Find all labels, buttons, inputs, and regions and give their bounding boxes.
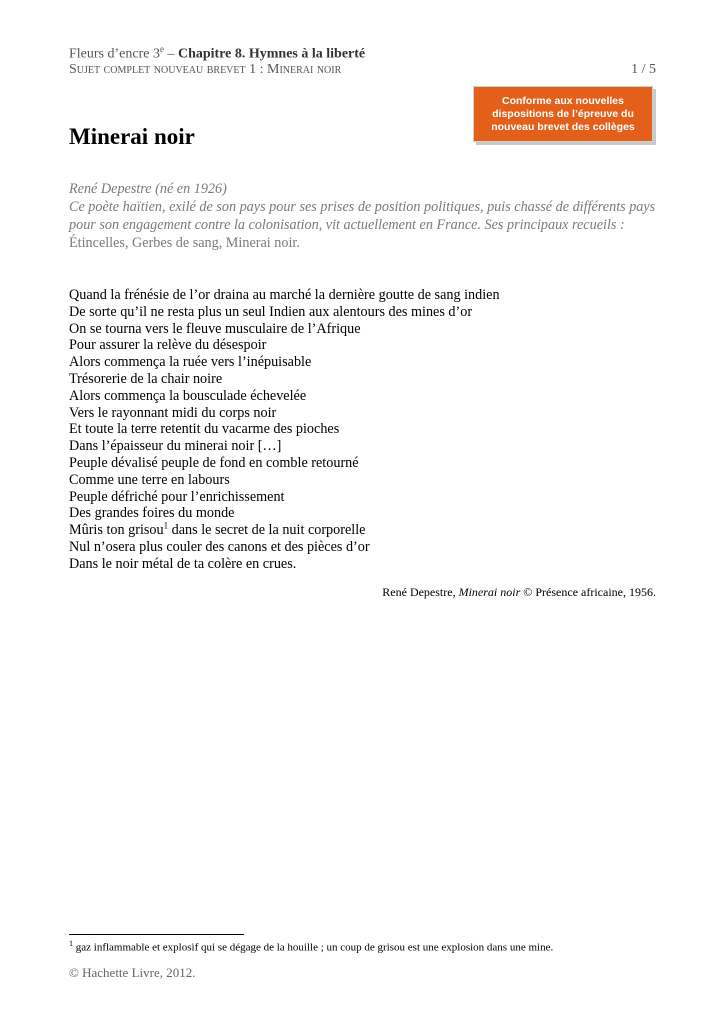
poem-line-part: dans le secret de la nuit corporelle [168, 522, 366, 539]
header-separator: – [163, 46, 178, 62]
poem-line: Alors commença la bousculade échevelée [69, 387, 307, 404]
citation-work: Minerai noir [458, 585, 521, 599]
footnote-text: gaz inflammable et explosif qui se dégage de la houille ; un coup de grisou est une explosion dans une mine. [73, 941, 554, 954]
page-number: 1 / 5 [631, 62, 656, 77]
poem-lines-group [69, 287, 669, 522]
page-title: Minerai noir [69, 124, 195, 149]
header-line-1 [69, 44, 365, 63]
poem-line: Trésorerie de la chair noire [69, 370, 223, 387]
poem-line: Dans le noir métal de ta colère en crues. [69, 555, 297, 572]
poem-line: Vers le rayonnant midi du corps noir [69, 404, 277, 421]
footnote-mark: 1 [69, 939, 73, 948]
poem-line: Comme une terre en labours [69, 471, 230, 488]
subject-title: Sujet complet nouveau brevet 1 : Minerai noir [69, 62, 342, 77]
conformity-badge [473, 86, 653, 142]
poem-line-part: Mûris ton grisou [69, 522, 164, 539]
bio-text: Ce poète haïtien, exilé de son pays pour ses prises de position politiques, puis chassé de différents pays pour son engagement contre la colonisation, vit actuellement en France. Ses principaux recueils : [69, 199, 656, 233]
badge-text: Conforme aux nouvelles dispositions de l’épreuve du nouveau brevet des collèges [491, 94, 635, 133]
poem-line-footnoted [69, 522, 669, 539]
poem-line: Nul n’osera plus couler des canons et des pièces d’or [69, 538, 370, 555]
poem-line: Et toute la terre retentit du vacarme des pioches [69, 421, 340, 438]
footnote-divider [69, 934, 244, 935]
poem-line: Peuple défriché pour l’enrichissement [69, 488, 285, 505]
bio-author-line: René Depestre (né en 1926) [69, 181, 227, 197]
poem-line: Des grandes foires du monde [69, 505, 235, 522]
citation-author: René Depestre, [382, 585, 459, 599]
chapter-title: Chapitre 8. Hymnes à la liberté [177, 46, 366, 62]
poem [69, 287, 669, 573]
bio-paragraph [69, 198, 659, 252]
copyright: © Hachette Livre, 2012. [69, 965, 196, 980]
poem-line: Dans l’épaisseur du minerai noir […] [69, 438, 282, 455]
footnote [69, 939, 553, 954]
poem-line: On se tourna vers le fleuve musculaire de l’Afrique [69, 320, 361, 337]
grade-superscript: e [159, 44, 164, 54]
footnote-reference: 1 [163, 520, 169, 531]
poem-line: Quand la frénésie de l’or draina au marché la dernière goutte de sang indien [69, 287, 500, 303]
citation-rest: © Présence africaine, 1956. [520, 585, 656, 599]
poem-line: De sorte qu’il ne resta plus un seul Indien aux alentours des mines d’or [69, 303, 473, 320]
bio-works: Étincelles, Gerbes de sang, Minerai noir. [69, 235, 300, 251]
poem-line: Pour assurer la relève du désespoir [69, 337, 267, 354]
poem-last-lines-group [69, 539, 669, 573]
citation [382, 585, 656, 600]
poem-line: Alors commença la ruée vers l’inépuisable [69, 354, 312, 371]
header-line-2 [69, 62, 656, 78]
book-title: Fleurs d’encre 3 [69, 46, 160, 62]
author-bio [69, 180, 659, 252]
poem-line: Peuple dévalisé peuple de fond en comble retourné [69, 454, 359, 471]
